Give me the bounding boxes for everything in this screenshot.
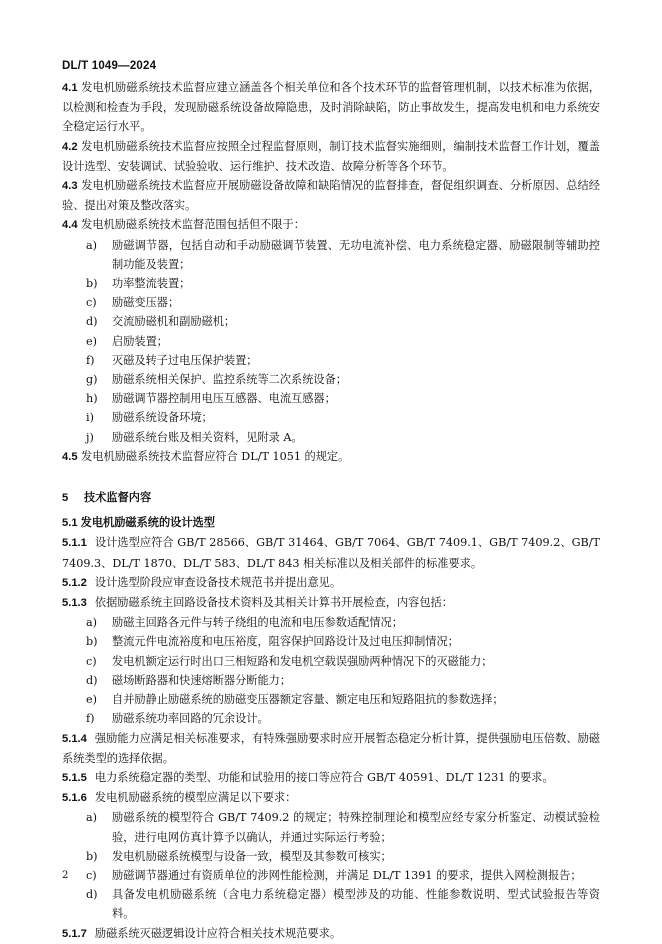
clause-5-1-3: [62, 593, 600, 613]
list-text: 自并励静止励磁系统的励磁变压器额定容量、额定电压和短路阻抗的参数选择；: [112, 693, 504, 707]
list-label: b): [86, 277, 98, 291]
clause-text: 发电机励磁系统技术监督应按照全过程监督原则，制订技术监督实施细则，编制技术监督工作计划，覆盖设计选型、安装调试、试验验收、运行维护、技术改造、故障分析等各个环节。: [62, 139, 600, 173]
clause-text: 励磁系统灭磁逻辑设计应符合相关技术规范要求。: [94, 926, 342, 940]
list-text: 励磁系统台账及相关资料，见附录 A。: [112, 430, 303, 444]
clause-4-4: [62, 215, 600, 235]
list-label: a): [86, 616, 98, 630]
page-number: 2: [62, 870, 69, 881]
clause-5-1-5: [62, 768, 600, 788]
clause-5-1-4: [62, 729, 600, 768]
clause-4-5: [62, 447, 600, 467]
clause-text: 发电机励磁系统的模型应满足以下要求：: [94, 791, 297, 805]
list-5-1-3: [62, 613, 600, 728]
list-text: 灭磁及转子过电压保护装置；: [112, 353, 258, 367]
list-label: d): [86, 888, 98, 902]
list-4-4: [62, 236, 600, 447]
page-content: [62, 78, 600, 944]
list-text: 励磁主回路各元件与转子绕组的电流和电压参数适配情况；: [112, 616, 403, 630]
clause-5-1-1: [62, 533, 600, 572]
section-title: 技术监督内容: [84, 492, 152, 505]
clause-number: 4.2: [62, 140, 78, 153]
list-label: c): [86, 654, 97, 668]
list-item: [86, 408, 600, 427]
list-item: [86, 428, 600, 447]
clause-4-2: [62, 137, 600, 176]
clause-text: 发电机励磁系统技术监督应建立涵盖各个相关单位和各个技术环节的监督管理机制，以技术标准为依据，以检测和检查为手段，发现励磁系统设备故障隐患，及时消除缺陷，防止事故发生，提高发电机和电力系统安全稳定运行水平。: [62, 81, 600, 134]
subsection-number: 5.1: [62, 517, 78, 530]
list-label: a): [86, 238, 98, 252]
list-label: j): [86, 430, 94, 444]
section-heading: [62, 489, 600, 508]
list-item: [86, 808, 600, 846]
list-label: b): [86, 635, 98, 649]
list-label: b): [86, 849, 98, 863]
list-item: [86, 236, 600, 274]
list-label: g): [86, 373, 98, 387]
clause-number: 4.4: [62, 219, 78, 232]
list-text: 励磁系统设备环境；: [112, 411, 213, 425]
clause-number: 5.1.2: [62, 576, 87, 589]
list-label: d): [86, 315, 98, 329]
list-item: [86, 632, 600, 651]
clause-number: 5.1.3: [62, 597, 87, 610]
list-text: 启励装置；: [112, 334, 168, 348]
list-label: d): [86, 673, 98, 687]
clause-4-1: [62, 78, 600, 137]
list-text: 磁场断路器和快速熔断器分断能力；: [112, 673, 292, 687]
clause-text: 设计选型应符合 GB/T 28566、GB/T 31464、GB/T 7064、GB/T 7409.1、GB/T 7409.2、GB/T 7409.3、DL/T 1870、DL/T 583、DL/T 843 相关标准以及相关部件的标准要求。: [62, 536, 600, 570]
list-text: 整流元件电流裕度和电压裕度，阻容保护回路设计及过电压抑制情况；: [112, 635, 459, 649]
list-label: e): [86, 334, 97, 348]
clause-5-1-2: [62, 573, 600, 593]
clause-text: 电力系统稳定器的类型、功能和试验用的接口等应符合 GB/T 40591、DL/T 1231 的要求。: [94, 770, 554, 784]
standard-code-header: DL/T 1049—2024: [62, 60, 157, 72]
clause-4-3: [62, 176, 600, 215]
list-text: 励磁系统功率回路的冗余设计。: [112, 712, 269, 726]
clause-number: 5.1.7: [62, 927, 87, 940]
list-item: [86, 293, 600, 312]
list-item: [86, 847, 600, 866]
list-item: [86, 709, 600, 728]
list-label: a): [86, 811, 98, 825]
list-item: [86, 370, 600, 389]
subsection-title: 发电机励磁系统的设计选型: [80, 517, 215, 530]
list-item: [86, 671, 600, 690]
clause-text: 发电机励磁系统技术监督应开展励磁设备故障和缺陷情况的监督排查，督促组织调查、分析原因、总结经验、提出对策及整改落实。: [62, 179, 600, 213]
list-text: 励磁调节器通过有资质单位的涉网性能检测，并满足 DL/T 1391 的要求，提供入网检测报告；: [112, 868, 582, 882]
list-item: [86, 389, 600, 408]
list-item: [86, 312, 600, 331]
list-item: [86, 351, 600, 370]
clause-number: 4.3: [62, 180, 78, 193]
list-item: [86, 274, 600, 293]
clause-number: 5.1.5: [62, 771, 87, 784]
list-text: 励磁系统的模型符合 GB/T 7409.2 的规定；特殊控制理论和模型应经专家分析鉴定、动模试验检验，进行电网仿真计算予以确认，并通过实际运行考验；: [112, 811, 600, 844]
list-item: [86, 885, 600, 923]
list-label: f): [86, 353, 95, 367]
clause-text: 设计选型阶段应审查设备技术规范书并提出意见。: [94, 575, 342, 589]
list-5-1-6: [62, 808, 600, 923]
list-text: 励磁变压器；: [112, 296, 180, 310]
clause-text: 依据励磁系统主回路设备技术资料及其相关计算书开展检查，内容包括：: [94, 596, 453, 610]
clause-number: 5.1.4: [62, 732, 87, 745]
clause-5-1-6: [62, 788, 600, 808]
clause-text: 强励能力应满足相关标准要求，有特殊强励要求时应开展暂态稳定分析计算，提供强励电压倍数、励磁系统类型的选择依据。: [62, 731, 600, 765]
section-number: 5: [62, 492, 69, 505]
clause-number: 4.5: [62, 450, 78, 463]
clause-text: 发电机励磁系统技术监督范围包括但不限于：: [81, 218, 305, 232]
list-item: [86, 332, 600, 351]
list-label: h): [86, 392, 98, 406]
subsection-heading: [62, 514, 600, 533]
list-item: [86, 866, 600, 885]
list-label: c): [86, 296, 97, 310]
clause-number: 5.1.1: [62, 537, 87, 550]
list-label: c): [86, 868, 97, 882]
list-label: f): [86, 712, 95, 726]
list-label: e): [86, 693, 97, 707]
clause-number: 5.1.6: [62, 792, 87, 805]
list-text: 具备发电机励磁系统（含电力系统稳定器）模型涉及的功能、性能参数说明、型式试验报告等资料。: [112, 888, 600, 921]
list-text: 交流励磁机和副励磁机；: [112, 315, 236, 329]
list-text: 发电机励磁系统模型与设备一致，模型及其参数可核实；: [112, 849, 392, 863]
list-label: i): [86, 411, 94, 425]
list-item: [86, 690, 600, 709]
clause-5-1-7: [62, 924, 600, 944]
list-text: 励磁调节器，包括自动和手动励磁调节装置、无功电流补偿、电力系统稳定器、励磁限制等辅助控制功能及装置；: [112, 238, 600, 271]
list-text: 励磁系统相关保护、监控系统等二次系统设备；: [112, 373, 347, 387]
list-item: [86, 652, 600, 671]
list-text: 功率整流装置；: [112, 277, 191, 291]
list-item: [86, 613, 600, 632]
list-text: 励磁调节器控制用电压互感器、电流互感器；: [112, 392, 336, 406]
clause-text: 发电机励磁系统技术监督应符合 DL/T 1051 的规定。: [81, 449, 350, 463]
list-text: 发电机额定运行时出口三相短路和发电机空载误强励两种情况下的灭磁能力；: [112, 654, 493, 668]
clause-number: 4.1: [62, 82, 78, 94]
